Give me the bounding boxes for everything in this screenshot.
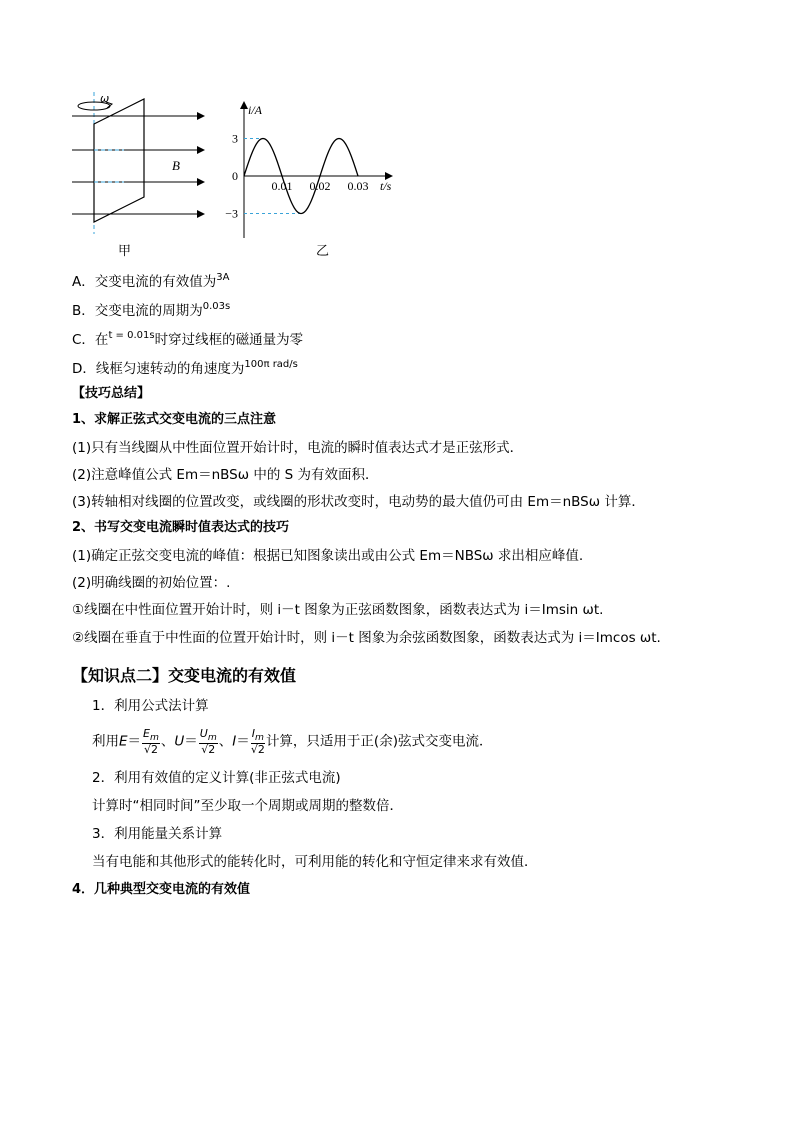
knowledge2-s2-line: 计算时“相同时间”至少取一个周期或周期的整数倍．	[92, 798, 403, 814]
knowledge2-s2: 2．利用有效值的定义计算(非正弦式电流)	[92, 770, 341, 786]
y-tick-label: 3	[232, 131, 238, 146]
tips-sec1-item: (3)转轴相对线圈的位置改变，或线圈的形状改变时，电动势的最大值仍可由 Em＝nBSω 计算．	[72, 494, 645, 510]
knowledge2-s3-line: 当有电能和其他形式的能转化时，可利用能的转化和守恒定律来求有效值．	[92, 854, 538, 870]
y-axis-label: i/A	[248, 103, 262, 117]
tips-sec1-title: 1、求解正弦式交变电流的三点注意	[72, 412, 277, 427]
tips-sec2-item: (1)确定正弦交变电流的峰值：根据已知图象读出或由公式 Em＝NBSω 求出相应峰值.	[72, 548, 584, 564]
option-c: C．在$^{t = 0.01s}$时穿过线框的磁通量为零	[72, 330, 304, 348]
coil-figure	[64, 92, 214, 237]
tips-sec1-item: (1)只有当线圈从中性面位置开始计时，电流的瞬时值表达式才是正弦形式．	[72, 440, 524, 456]
knowledge2-title: 【知识点二】交变电流的有效值	[72, 666, 297, 685]
x-axis-label: t/s	[380, 179, 392, 193]
knowledge2-s1: 1．利用公式法计算	[92, 698, 209, 714]
tips-sec2-item: (2)明确线圈的初始位置：.	[72, 575, 231, 591]
option-a: A．交变电流的有效值为$^{3A}$	[72, 272, 230, 290]
field-label: B	[172, 158, 180, 173]
omega-label: ω	[100, 92, 110, 105]
x-tick-label: 0.03	[347, 179, 369, 193]
x-tick-label: 0.02	[309, 179, 331, 193]
y-tick-label: −3	[225, 206, 238, 221]
tips-sec2-item: ②线圈在垂直于中性面的位置开始计时，则 i－t 图象为余弦函数图象，函数表达式为 i＝Imcos ωt.	[72, 630, 661, 646]
knowledge2-s3: 3．利用能量关系计算	[92, 826, 223, 842]
figure-label-left: 甲	[118, 244, 132, 259]
tips-sec1-item: (2)注意峰值公式 Em＝nBSω 中的 S 为有效面积．	[72, 467, 379, 483]
knowledge2-s4: 4．几种典型交变电流的有效值	[72, 882, 251, 897]
option-b: B．交变电流的周期为$^{0.03s}$	[72, 301, 231, 319]
tips-sec2-title: 2、书写交变电流瞬时值表达式的技巧	[72, 520, 290, 535]
tips-sec2-item: ①线圈在中性面位置开始计时，则 i－t 图象为正弦函数图象，函数表达式为 i＝Imsin ωt.	[72, 602, 604, 618]
knowledge2-s1-formula: 利用E＝ $\frac{E_m}{√2}$ 、U＝ $\frac{U_m}{√2}$ 、I＝ $\frac{I_m}{√2}$ 计算，只适用于正(余)弦式交变电流．	[92, 727, 493, 757]
origin-label: 0	[232, 169, 238, 183]
tips-title: 【技巧总结】	[72, 386, 151, 401]
coil-frame	[94, 99, 144, 222]
option-d: D．线框匀速转动的角速度为$^{100\pi rad/s}$	[72, 359, 298, 377]
current-wave-chart	[222, 96, 407, 246]
figure-label-right: 乙	[316, 244, 330, 259]
x-tick-label: 0.01	[271, 179, 293, 193]
